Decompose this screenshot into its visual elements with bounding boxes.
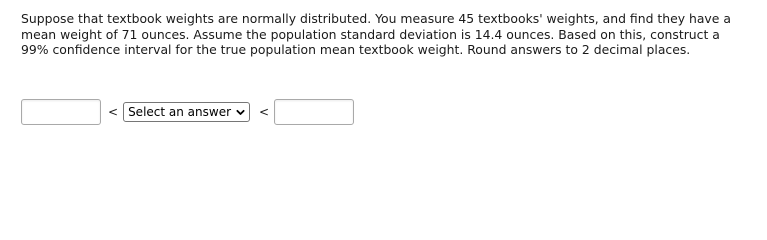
parameter-select[interactable] — [123, 102, 250, 122]
upper-bound-input[interactable] — [274, 99, 354, 125]
parameter-select-value: Select an answer — [128, 105, 232, 119]
less-than-symbol: < — [259, 105, 270, 119]
question-text: Suppose that textbook weights are normally distributed. You measure 45 textbooks' weights, and find they have a mean weight of 71 ounces. Assume the population standard deviation is 14.4 ounces. Based on this, construct a 99% confidence interval for the true population mean textbook weight. Round answers to 2 decimal places. — [21, 11, 731, 58]
less-than-symbol: < — [108, 105, 119, 119]
chevron-down-icon — [236, 108, 245, 117]
answer-row — [21, 97, 354, 127]
lower-bound-input[interactable] — [21, 99, 101, 125]
